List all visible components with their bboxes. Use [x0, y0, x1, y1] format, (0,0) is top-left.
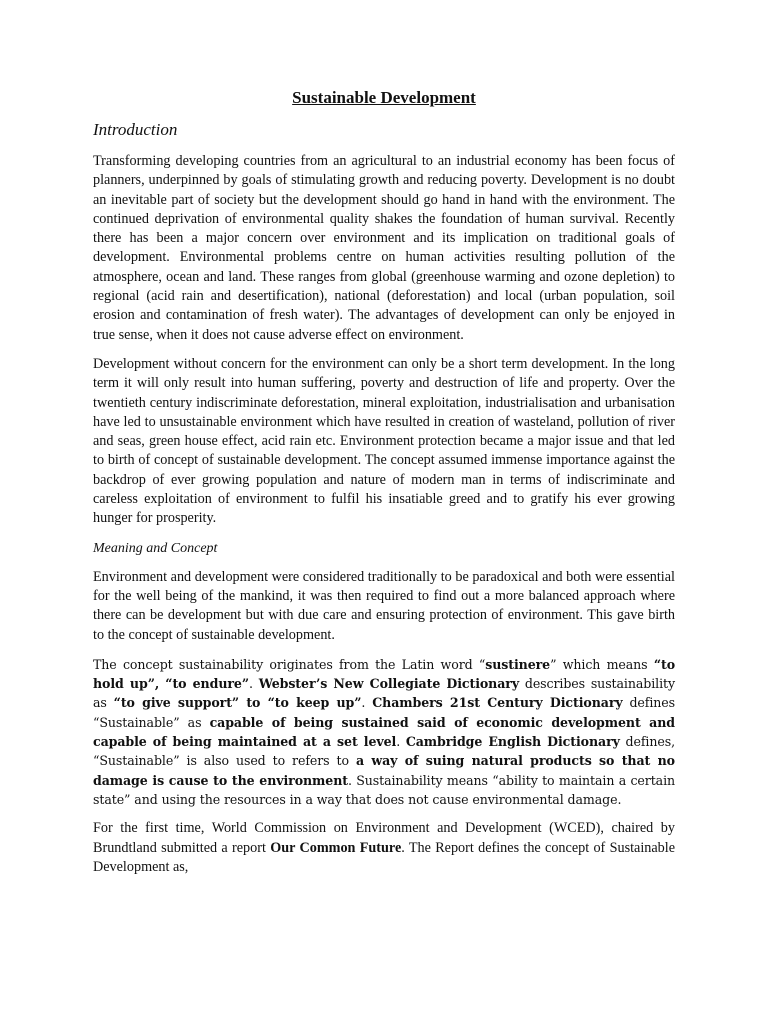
paragraph-introduction-1: Transforming developing countries from an agricultural to an industrial economy has been focus of planners, underpinned by goals of stimulating growth and reducing poverty. Development is no doubt an inevitable part of society but the development should go hand in hand with the environment. The continued deprivation of environmental quality shakes the foundation of human survival. Recently there has been a major concern over environment and its implication on traditional goals of development. Environmental problems centre on human activities resulting pollution of the atmosphere, ocean and land. These ranges from global (greenhouse warming and ozone depletion) to regional (acid rain and desertification), national (deforestation) and local (urban population, soil erosion and contamination of fresh water). The advantages of development can only be enjoyed in true sense, when it does not cause adverse effect on environment.: [93, 153, 675, 343]
bold-term: “to hold up”, “to endure”: [93, 656, 676, 692]
section-heading-meaning-and-concept: Meaning and Concept: [93, 540, 218, 556]
bold-term: Webster’s New Collegiate Dictionary: [258, 676, 520, 692]
section-heading-introduction: Introduction: [93, 120, 178, 139]
text-run: . The Report defines the concept of Sustainable Development as,: [93, 839, 675, 875]
text-run: The concept sustainability originates from the Latin word “: [93, 656, 486, 672]
bold-term: capable of being sustained said of economic development and capable of being maintained at a set level: [93, 714, 675, 750]
page-title: Sustainable Development: [292, 88, 476, 107]
text-run: defines “Sustainable” as: [93, 695, 676, 730]
bold-term: “to give support” to “to keep up”: [113, 695, 362, 711]
bold-term: Cambridge English Dictionary: [405, 734, 620, 750]
paragraph-meaning-1: Environment and development were considered traditionally to be paradoxical and both were essential for the well being of the mankind, it was then required to find out a more balanced approach where there can be development but with due care and ensuring protection of environment. This gave birth to the concept of sustainable development.: [93, 568, 675, 643]
text-run: .: [361, 695, 373, 711]
text-run: .: [396, 734, 406, 750]
text-run: defines, “Sustainable” is also used to refers to: [93, 734, 675, 769]
bold-term: Chambers 21st Century Dictionary: [372, 695, 623, 711]
paragraph-meaning-3: [93, 819, 675, 877]
paragraph-meaning-2: [93, 655, 675, 809]
text-run: .: [248, 676, 259, 692]
paragraph-introduction-2: Development without concern for the environment can only be a short term development. In the long term it will only result into human suffering, poverty and destruction of life and property. Over the twentieth century indiscriminate deforestation, mineral exploitation, industrialisation and urbanisation have led to unsustainable environment which have resulted in creation of wasteland, pollution of river and seas, green house effect, acid rain etc. Environment protection became a major issue and that led to birth of concept of sustainable development. The concept assumed immense importance against the backdrop of ever growing population and nature of modern man in terms of indiscriminate and careless exploitation of environment to fulfil his insatiable greed and to gratify his ever growing hunger for prosperity.: [93, 355, 675, 527]
text-run: describes sustainability as: [93, 676, 675, 711]
bold-term: Our Common Future: [270, 839, 402, 856]
document-page: [93, 88, 675, 887]
bold-term: a way of suing natural products so that no damage is cause to the environment: [93, 753, 675, 788]
text-run: . Sustainability means “ability to maintain a certain state” and using the resources in a way that does not cause environmental damage.: [93, 772, 676, 807]
bold-term: sustinere: [485, 656, 551, 672]
text-run: For the first time, World Commission on Environment and Development (WCED), chaired by Brundtland submitted a report: [93, 820, 675, 856]
text-run: ” which means: [550, 656, 654, 672]
